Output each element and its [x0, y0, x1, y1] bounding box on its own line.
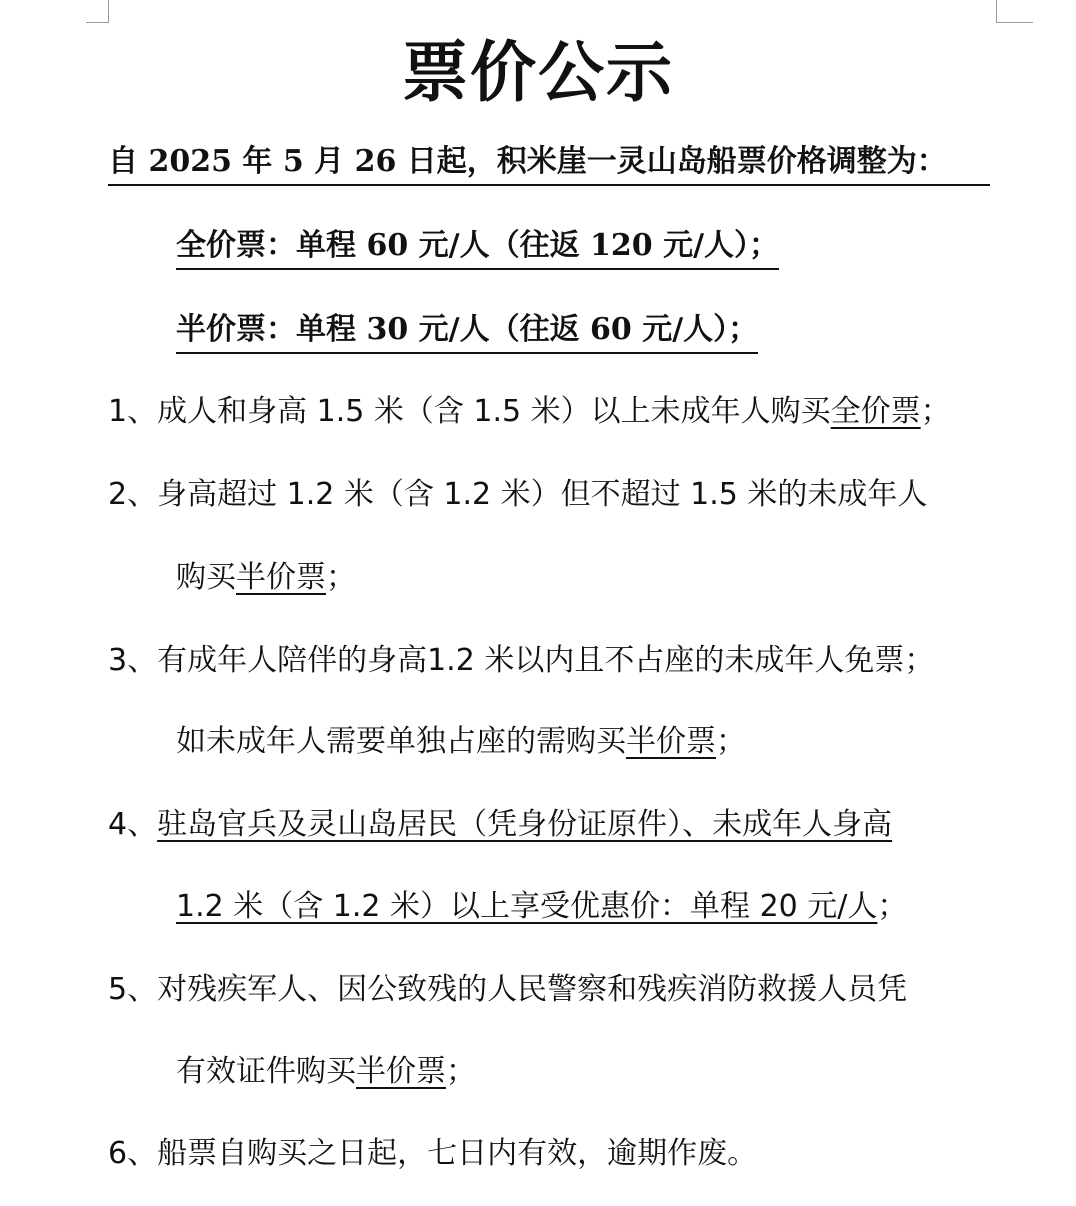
rule-5-half-price-term: 半价票	[356, 1054, 446, 1089]
rule-5-line-1: 5、对残疾军人、因公致残的人民警察和残疾消防救援人员凭	[108, 972, 908, 1007]
rule-5-line-2	[176, 1052, 476, 1092]
full-price-line: 全价票：单程 60 元/人（往返 120 元/人）；	[176, 226, 779, 270]
page-title: 票价公示	[402, 33, 674, 111]
page-corner-mark-right	[996, 0, 1033, 23]
page-corner-mark-left	[86, 0, 109, 23]
rule-5-text: 有效证件购买	[176, 1054, 356, 1089]
rule-2-text: 购买	[176, 560, 236, 595]
rule-1-text: 1、成人和身高 1.5 米（含 1.5 米）以上未成年人购买	[108, 394, 831, 429]
rule-4-discount-price: 1.2 米（含 1.2 米）以上享受优惠价：单程 20 元/人	[176, 889, 878, 924]
rule-2-suffix: ；	[326, 560, 356, 595]
rule-6: 6、船票自购买之日起，七日内有效，逾期作废。	[108, 1136, 758, 1171]
rule-3-line-1: 3、有成年人陪伴的身高1.2 米以内且不占座的未成年人免票；	[108, 643, 935, 678]
rule-4-number: 4、	[108, 807, 158, 842]
rule-3-half-price-term: 半价票	[626, 724, 716, 759]
rule-2-half-price-term: 半价票	[236, 560, 326, 595]
half-price-line: 半价票：单程 30 元/人（往返 60 元/人）；	[176, 310, 758, 354]
rule-4-text-underlined: 驻岛官兵及灵山岛居民（凭身份证原件）、未成年人身高	[157, 807, 893, 842]
rule-4-suffix: ；	[877, 889, 908, 924]
rule-2-line-2	[176, 558, 356, 598]
rule-1-full-price-term: 全价票	[830, 394, 921, 429]
rule-4-line-2	[176, 887, 907, 927]
rule-1-suffix: ；	[920, 394, 951, 429]
rule-4-line-1	[108, 805, 892, 845]
rule-5-suffix: ；	[446, 1054, 476, 1089]
rule-1	[108, 392, 951, 432]
rule-3-text: 如未成年人需要单独占座的需购买	[176, 724, 626, 759]
rule-3-suffix: ；	[716, 724, 746, 759]
rule-2-line-1: 2、身高超过 1.2 米（含 1.2 米）但不超过 1.5 米的未成年人	[108, 477, 928, 512]
announcement-header: 自 2025 年 5 月 26 日起，积米崖一灵山岛船票价格调整为：	[108, 142, 990, 186]
rule-3-line-2	[176, 722, 746, 762]
